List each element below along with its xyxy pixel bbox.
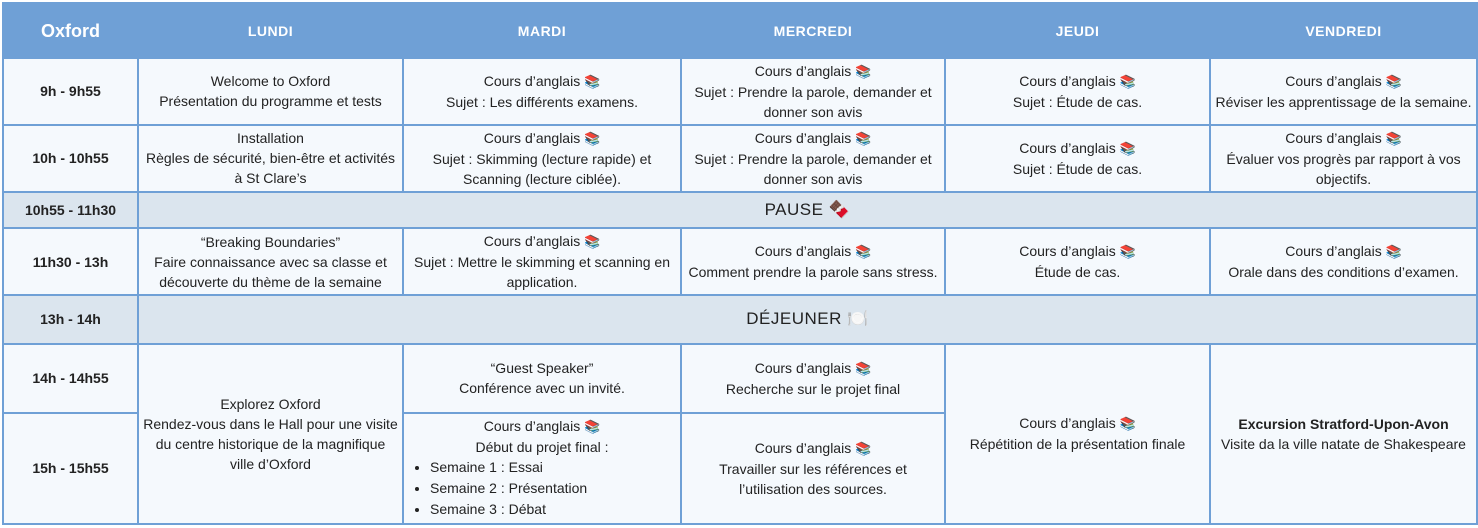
- cell-title: Cours d’anglais: [1019, 415, 1116, 432]
- list-item: • Semaine 2 : Présentation: [430, 478, 676, 499]
- cell-title: Cours d’anglais: [483, 418, 581, 435]
- header-row: [3, 3, 1477, 58]
- day-header-lundi: LUNDI: [138, 3, 403, 58]
- cell-title: Cours d’anglais: [754, 129, 852, 146]
- cell-text: Répétition de la présentation finale: [969, 436, 1186, 453]
- books-icon: 📚: [1385, 244, 1402, 260]
- books-icon: 📚: [855, 130, 872, 146]
- cell-vendredi: [1210, 125, 1477, 192]
- cell-text: Sujet : Prendre la parole, demander et donner son avis: [694, 150, 932, 187]
- cell-title: Cours d’anglais: [1019, 243, 1116, 260]
- cell-text: Faire connaissance avec sa classe et découverte du thème de la semaine: [154, 253, 387, 290]
- books-icon: 📚: [855, 440, 872, 456]
- cell-text: Réviser les apprentissage de la semaine.: [1215, 93, 1472, 110]
- time-slot: 15h - 15h55: [3, 413, 138, 524]
- chocolate-icon: 🍫: [828, 199, 851, 219]
- row-9h: [3, 58, 1477, 125]
- cell-text: Sujet : Les différents examens.: [446, 93, 638, 110]
- cell-mercredi: [681, 413, 945, 524]
- cell-jeudi: [945, 344, 1210, 524]
- books-icon: 📚: [855, 63, 872, 79]
- cell-title: Cours d’anglais: [483, 72, 581, 89]
- cell-lundi: [138, 125, 403, 192]
- cell-title: Cours d’anglais: [1019, 139, 1116, 156]
- books-icon: 📚: [1119, 244, 1136, 260]
- cell-title: Cours d’anglais: [1285, 129, 1382, 146]
- books-icon: 📚: [584, 130, 601, 146]
- books-icon: 📚: [584, 234, 601, 250]
- cell-text: Conférence avec un invité.: [459, 380, 625, 397]
- cell-text: Visite da la ville natate de Shakespeare: [1221, 435, 1466, 452]
- time-slot: 13h - 14h: [3, 295, 138, 344]
- lunch-label: DÉJEUNER: [746, 309, 842, 329]
- cell-mercredi: [681, 228, 945, 295]
- cell-title: Cours d’anglais: [1285, 243, 1382, 260]
- day-header-vendredi: VENDREDI: [1210, 3, 1477, 58]
- cell-title: Welcome to Oxford: [210, 73, 331, 90]
- cell-title: Cours d’anglais: [1285, 72, 1382, 89]
- list-item: • Semaine 1 : Essai: [430, 457, 676, 478]
- cell-text: Règles de sécurité, bien-être et activités à St Clare’s: [145, 150, 395, 187]
- cell-lundi: [138, 344, 403, 524]
- row-14h: [3, 344, 1477, 413]
- time-slot: 10h - 10h55: [3, 125, 138, 192]
- list-item: • Semaine 3 : Débat: [430, 499, 676, 520]
- cell-mardi: [403, 413, 681, 524]
- cell-title: Installation: [237, 130, 304, 147]
- cell-text: Comment prendre la parole sans stress.: [688, 264, 938, 281]
- cell-mardi: [403, 228, 681, 295]
- pause-band: [138, 192, 1477, 228]
- row-10h: [3, 125, 1477, 192]
- cell-text: Sujet : Étude de cas.: [1012, 160, 1143, 177]
- cell-jeudi: [945, 58, 1210, 125]
- cell-title: Explorez Oxford: [220, 395, 321, 412]
- cell-text: Sujet : Skimming (lecture rapide) et Scanning (lecture ciblée).: [432, 150, 652, 187]
- cell-text: Sujet : Étude de cas.: [1012, 93, 1143, 110]
- books-icon: 📚: [1119, 73, 1136, 89]
- cell-lundi: [138, 228, 403, 295]
- time-slot: 10h55 - 11h30: [3, 192, 138, 228]
- cell-jeudi: [945, 125, 1210, 192]
- cell-title: Cours d’anglais: [483, 233, 581, 250]
- cell-text: Travailler sur les références et l’utilisation des sources.: [719, 460, 907, 497]
- lunch-band: [138, 295, 1477, 344]
- cell-text: Sujet : Prendre la parole, demander et donner son avis: [694, 83, 932, 120]
- cell-mercredi: [681, 125, 945, 192]
- cell-title: Cours d’anglais: [754, 439, 852, 456]
- day-header-mardi: MARDI: [403, 3, 681, 58]
- books-icon: 📚: [1119, 416, 1136, 432]
- cell-title: Excursion Stratford-Upon-Avon: [1238, 415, 1449, 432]
- cell-title: Cours d’anglais: [483, 129, 581, 146]
- cell-text: Évaluer vos progrès par rapport à vos objectifs.: [1226, 150, 1461, 187]
- books-icon: 📚: [584, 419, 601, 435]
- cell-lundi: [138, 58, 403, 125]
- weeks-list: [408, 457, 676, 520]
- cell-vendredi: [1210, 228, 1477, 295]
- cell-title: Cours d’anglais: [754, 359, 852, 376]
- cell-text: Étude de cas.: [1034, 264, 1121, 281]
- cell-text: Sujet : Mettre le skimming et scanning en application.: [413, 254, 670, 291]
- time-slot: 14h - 14h55: [3, 344, 138, 413]
- cell-title: “Breaking Boundaries”: [200, 233, 341, 250]
- cell-jeudi: [945, 228, 1210, 295]
- cell-text: Orale dans des conditions d’examen.: [1228, 264, 1459, 281]
- cell-text: Recherche sur le projet final: [725, 380, 901, 397]
- time-slot: 9h - 9h55: [3, 58, 138, 125]
- cell-mardi: [403, 344, 681, 413]
- cell-mardi: [403, 58, 681, 125]
- plate-icon: 🍽️: [847, 309, 869, 329]
- cell-mercredi: [681, 344, 945, 413]
- books-icon: 📚: [584, 73, 601, 89]
- row-dejeuner: [3, 295, 1477, 344]
- cell-title: Cours d’anglais: [754, 62, 852, 79]
- cell-text: Début du projet final :: [475, 439, 609, 456]
- cell-mercredi: [681, 58, 945, 125]
- cell-vendredi: [1210, 344, 1477, 524]
- schedule-table: [2, 2, 1478, 525]
- cell-title: Cours d’anglais: [1019, 72, 1116, 89]
- day-header-mercredi: MERCREDI: [681, 3, 945, 58]
- books-icon: 📚: [1385, 130, 1402, 146]
- pause-label: PAUSE: [764, 199, 824, 219]
- city-header: Oxford: [3, 3, 138, 58]
- row-pause: [3, 192, 1477, 228]
- books-icon: 📚: [1119, 140, 1136, 156]
- cell-vendredi: [1210, 58, 1477, 125]
- cell-title: “Guest Speaker”: [490, 360, 594, 377]
- books-icon: 📚: [855, 244, 872, 260]
- books-icon: 📚: [1385, 73, 1402, 89]
- books-icon: 📚: [855, 360, 872, 376]
- time-slot: 11h30 - 13h: [3, 228, 138, 295]
- row-11h30: [3, 228, 1477, 295]
- cell-text: Présentation du programme et tests: [159, 93, 382, 110]
- day-header-jeudi: JEUDI: [945, 3, 1210, 58]
- cell-text: Rendez-vous dans le Hall pour une visite du centre historique de la magnifique ville d’Oxford: [143, 415, 398, 472]
- cell-mardi: [403, 125, 681, 192]
- cell-title: Cours d’anglais: [754, 243, 852, 260]
